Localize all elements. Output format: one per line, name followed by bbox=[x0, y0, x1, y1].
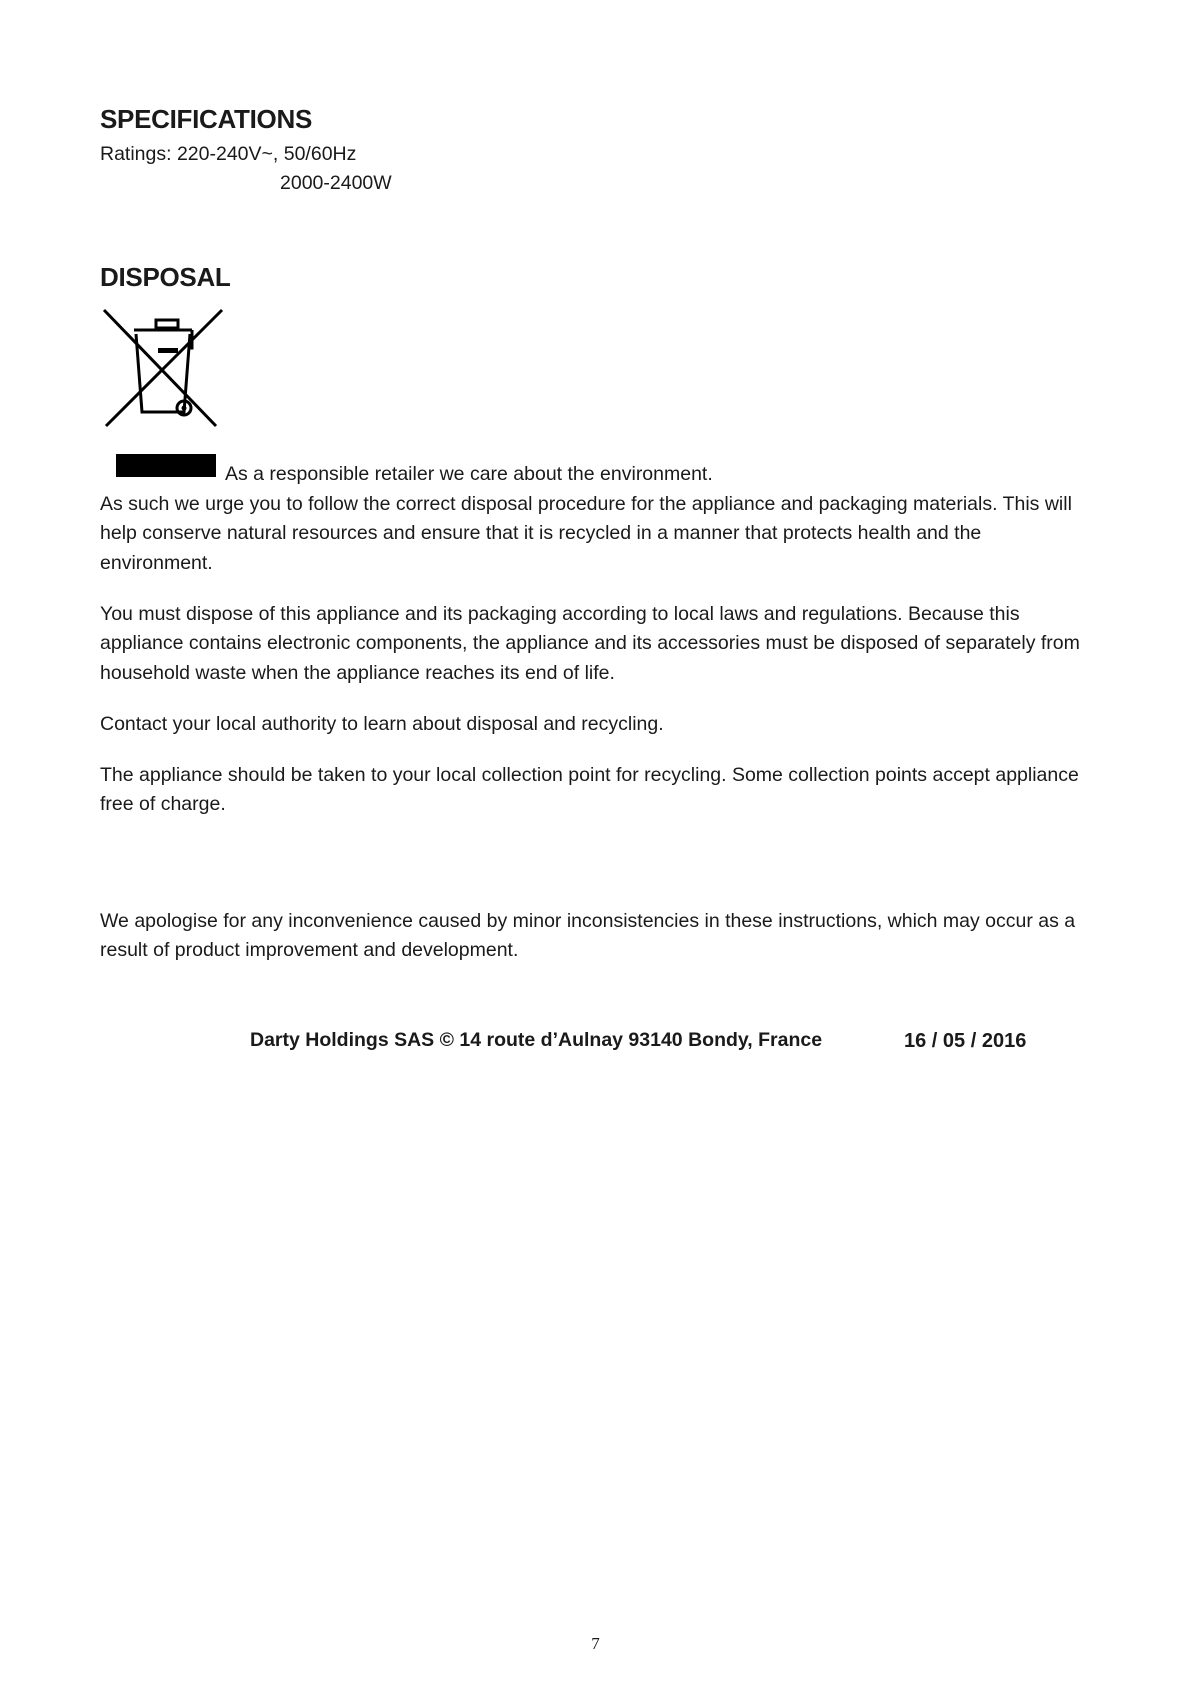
redacted-bar bbox=[116, 454, 216, 477]
apology-paragraph: We apologise for any inconvenience caused by minor inconsistencies in these instructions, which may occur as a result of product improvement and development. bbox=[100, 910, 1076, 962]
disposal-intro-paragraph: As such we urge you to follow the correct disposal procedure for the appliance and packaging materials. This will help conserve natural resources and ensure that it is recycled in a manner that protects health and the environment. bbox=[100, 493, 1072, 574]
disposal-collection-paragraph: The appliance should be taken to your local collection point for recycling. Some collection points accept appliance free of charge. bbox=[100, 764, 1079, 816]
ratings-wattage: 2000-2400W bbox=[280, 172, 392, 194]
page-number: 7 bbox=[591, 1634, 600, 1653]
footer-date: 16 / 05 / 2016 bbox=[904, 1030, 1027, 1052]
disposal-heading: DISPOSAL bbox=[100, 262, 231, 292]
disposal-intro-first-line: As a responsible retailer we care about the environment. bbox=[225, 463, 713, 485]
footer-company-address: Darty Holdings SAS © 14 route d’Aulnay 93140 Bondy, France bbox=[250, 1029, 823, 1051]
disposal-laws-paragraph: You must dispose of this appliance and its packaging according to local laws and regulations. Because this appliance contains electronic components, the appliance and its accessories must be disposed of separately from household waste when the appliance reaches its end of life. bbox=[100, 603, 1080, 684]
disposal-contact-paragraph: Contact your local authority to learn about disposal and recycling. bbox=[100, 713, 664, 735]
specifications-heading: SPECIFICATIONS bbox=[100, 104, 313, 134]
crossed-out-wheelie-bin-icon bbox=[100, 306, 226, 430]
ratings-line: Ratings: 220-240V~, 50/60Hz bbox=[100, 143, 357, 165]
